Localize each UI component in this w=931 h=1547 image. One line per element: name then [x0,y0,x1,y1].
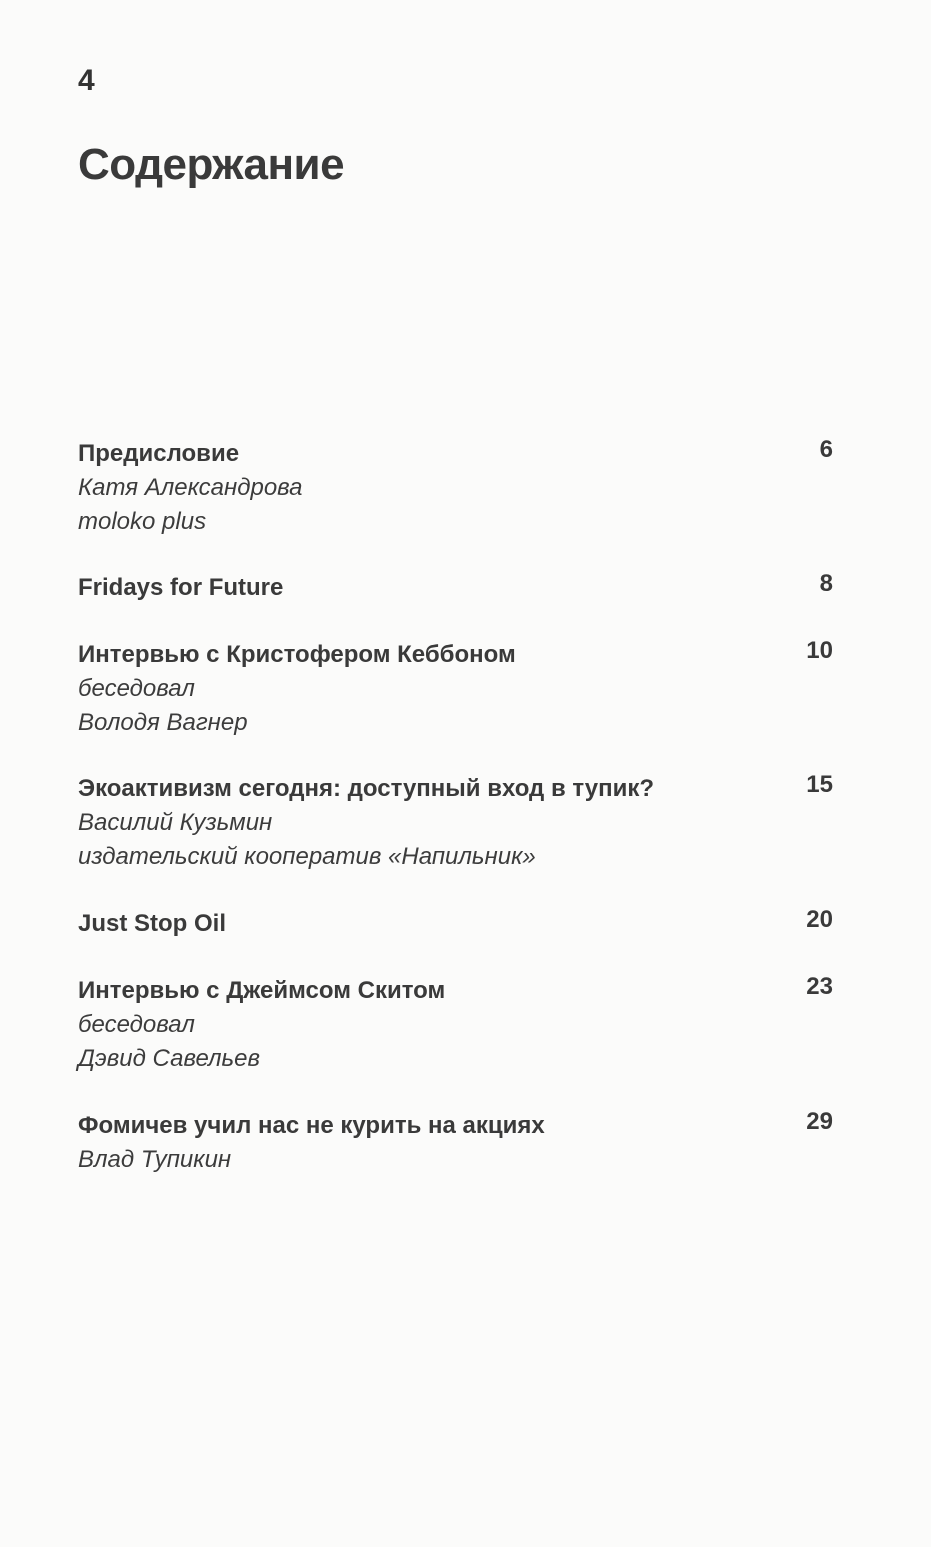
toc-entry-author: Дэвид Савельев [78,1045,261,1072]
toc-entry-author: Василий Кузьмин [78,809,273,836]
toc-entry-page-number: 6 [819,436,833,463]
toc-entry [78,1109,833,1177]
page-title: Содержание [78,140,345,189]
toc-entry-author: Катя Александрова [78,474,303,501]
toc-entry-affiliation: издательский кооператив «Напильник» [78,843,536,870]
page-number: 4 [78,64,96,97]
toc-entry [78,974,833,1076]
toc-entry [78,907,833,941]
toc-entry-title: Фомичев учил нас не курить на акциях [78,1112,545,1139]
toc-entry-title: Интервью с Джеймсом Скитом [78,977,446,1004]
toc-entry-page-number: 20 [806,906,833,933]
toc-entry-title: Just Stop Oil [78,910,227,937]
toc-entry-title: Предисловие [78,440,240,467]
toc-entry-author: Володя Вагнер [78,709,248,736]
toc-entry-page-number: 23 [806,973,833,1000]
toc-entry-affiliation: moloko plus [78,508,207,535]
table-of-contents [78,437,833,1177]
toc-entry [78,571,833,605]
toc-entry-page-number: 10 [806,637,833,664]
toc-entry-page-number: 29 [806,1108,833,1135]
toc-entry [78,772,833,874]
toc-entry-title: Экоактивизм сегодня: доступный вход в тупик? [78,775,654,802]
toc-entry-credit: беседовал [78,675,195,702]
toc-entry-title: Fridays for Future [78,574,284,601]
toc-entry-page-number: 15 [806,771,833,798]
toc-entry-title: Интервью с Кристофером Кеббоном [78,641,516,668]
toc-entry [78,638,833,740]
toc-entry-author: Влад Тупикин [78,1146,232,1173]
toc-entry-credit: беседовал [78,1011,195,1038]
toc-entry-page-number: 8 [819,570,833,597]
toc-entry [78,437,833,539]
